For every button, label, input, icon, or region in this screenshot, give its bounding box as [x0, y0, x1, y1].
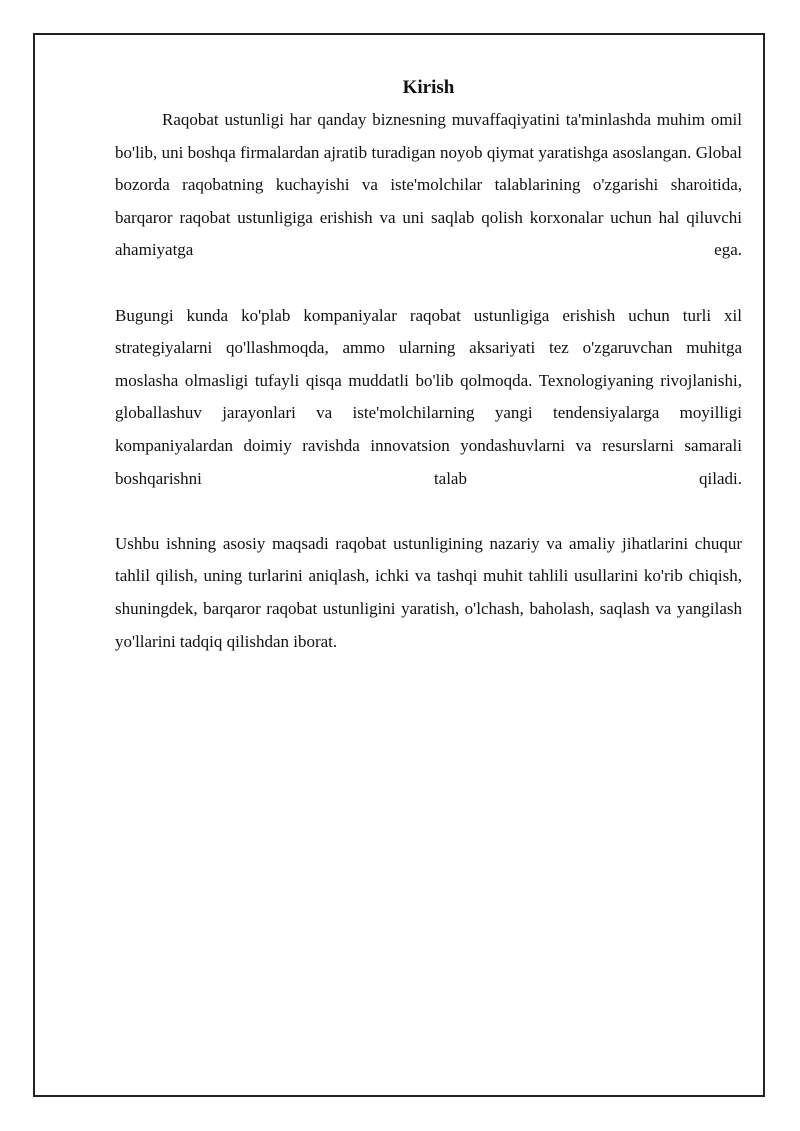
- paragraph-spacer: [115, 267, 742, 300]
- document-body: [115, 72, 742, 658]
- paragraph-3: Ushbu ishning asosiy maqsadi raqobat ustunligining nazariy va amaliy jihatlarini chuqur tahlil qilish, uning turlarini aniqlash, ichki va tashqi muhit tahlili usullarini ko'rib chiqish, shuningdek, barqaror raqobat ustunligini yaratish, o'lchash, baholash, saqlash va yangilash yo'llarini tadqiq qilishdan iborat.: [115, 533, 742, 651]
- paragraph-2: Bugungi kunda ko'plab kompaniyalar raqobat ustunligiga erishish uchun turli xil strategiyalarni qo'llashmoqda, ammo ularning aksariyati tez o'zgaruvchan muhitga moslasha olmasligi tufayli qisqa muddatli bo'lib qolmoqda. Texnologiyaning rivojlanishi, globallashuv jarayonlari va iste'molchilarning yangi tendensiyalarga moyilligi kompaniyalardan doimiy ravishda innovatsion yondashuvlarni va resurslarni samarali boshqarishni talab qiladi.: [115, 305, 742, 488]
- paragraph-1: Raqobat ustunligi har qanday biznesning muvaffaqiyatini ta'minlashda muhim omil bo'lib, uni boshqa firmalardan ajratib turadigan noyob qiymat yaratishga asoslangan. Global bozorda raqobatning kuchayishi va iste'molchilar talablarining o'zgarishi sharoitida, barqaror raqobat ustunligiga erishish va uni saqlab qolish korxonalar uchun hal qiluvchi ahamiyatga ega.: [115, 110, 742, 260]
- paragraph-spacer: [115, 495, 742, 528]
- document-title: Kirish: [402, 77, 455, 98]
